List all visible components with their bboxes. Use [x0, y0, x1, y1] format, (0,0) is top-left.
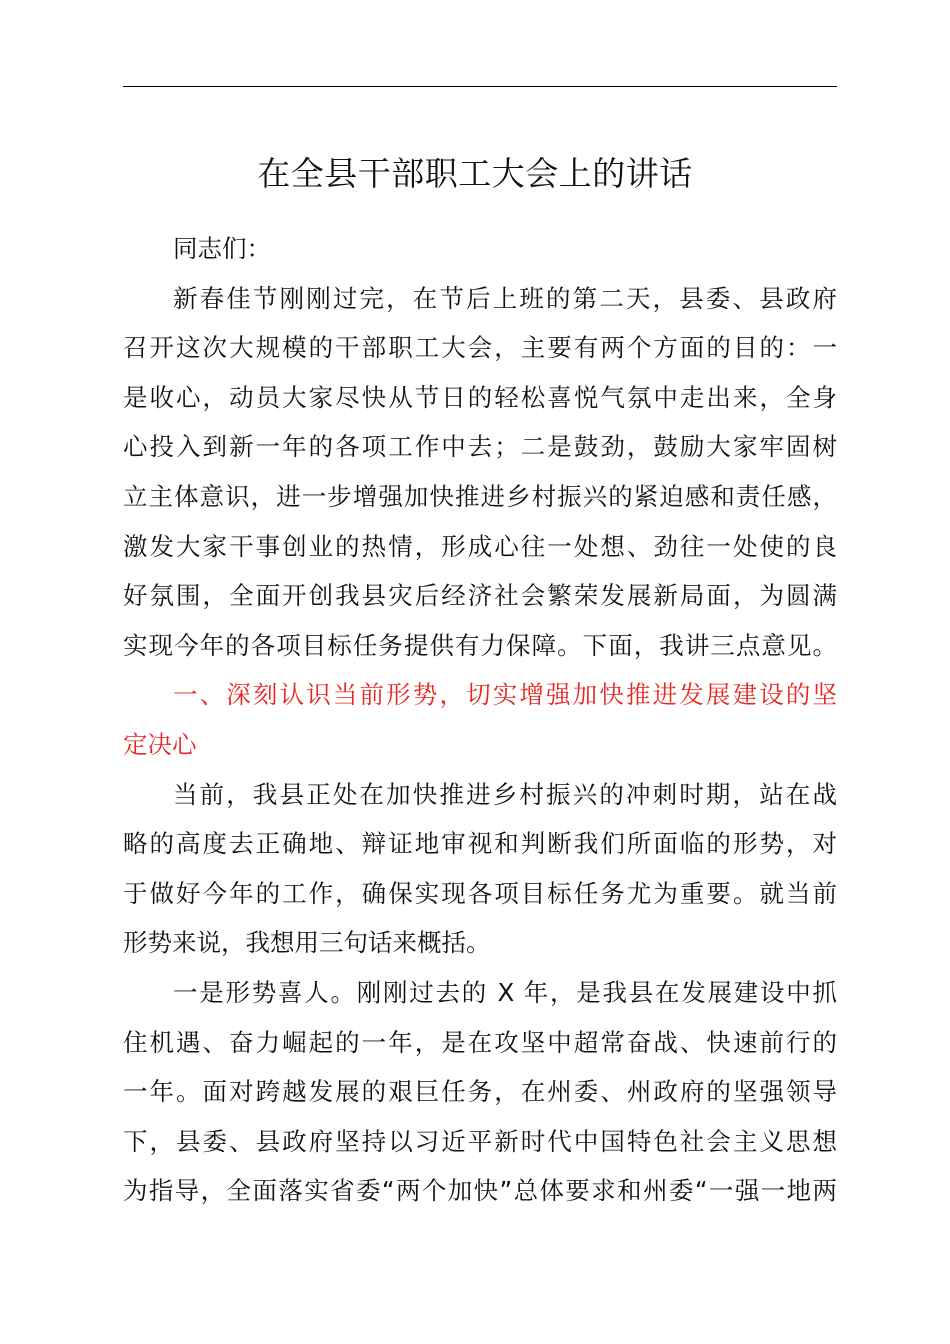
paragraph-lines: [123, 274, 837, 1216]
body-line: 是收心，动员大家尽快从节日的轻松喜悦气氛中走出来，全身: [123, 382, 837, 412]
body-line: 住机遇、奋力崛起的一年，是在攻坚中超常奋战、快速前行的: [123, 1027, 837, 1057]
body-line: 于做好今年的工作，确保实现各项目标任务尤为重要。就当前: [123, 878, 837, 908]
salutation: 同志们：: [173, 234, 271, 263]
body-line: 当前，我县正处在加快推进乡村振兴的冲刺时期，站在战: [173, 779, 837, 809]
header-rule: [123, 86, 837, 87]
document-body: [123, 224, 837, 1216]
body-line: 形势来说，我想用三句话来概括。: [123, 928, 491, 958]
body-line: 立主体意识，进一步增强加快推进乡村振兴的紧迫感和责任感，: [123, 481, 837, 511]
body-line: 实现今年的各项目标任务提供有力保障。下面，我讲三点意见。: [123, 630, 837, 660]
document-title: 在全县干部职工大会上的讲话: [257, 154, 693, 193]
body-line: 新春佳节刚刚过完，在节后上班的第二天，县委、县政府: [173, 283, 837, 313]
body-line: 一年。面对跨越发展的艰巨任务，在州委、州政府的坚强领导: [123, 1077, 837, 1107]
body-line: 好氛围，全面开创我县灾后经济社会繁荣发展新局面，为圆满: [123, 581, 837, 611]
body-line: 为指导，全面落实省委“两个加快”总体要求和州委“一强一地两: [123, 1176, 837, 1206]
section-heading-line: 一、深刻认识当前形势，切实增强加快推进发展建设的坚: [173, 680, 837, 710]
body-line: 激发大家干事创业的热情，形成心往一处想、劲往一处使的良: [123, 531, 837, 561]
section-heading-line: 定决心: [123, 729, 197, 759]
body-line: 下，县委、县政府坚持以习近平新时代中国特色社会主义思想: [123, 1126, 837, 1156]
body-line: 召开这次大规模的干部职工大会，主要有两个方面的目的：一: [123, 333, 837, 363]
body-line: 略的高度去正确地、辩证地审视和判断我们所面临的形势，对: [123, 829, 837, 859]
body-line: 心投入到新一年的各项工作中去；二是鼓劲，鼓励大家牢固树: [123, 432, 837, 462]
body-line: 一是形势喜人。刚刚过去的 X 年，是我县在发展建设中抓: [173, 977, 837, 1007]
